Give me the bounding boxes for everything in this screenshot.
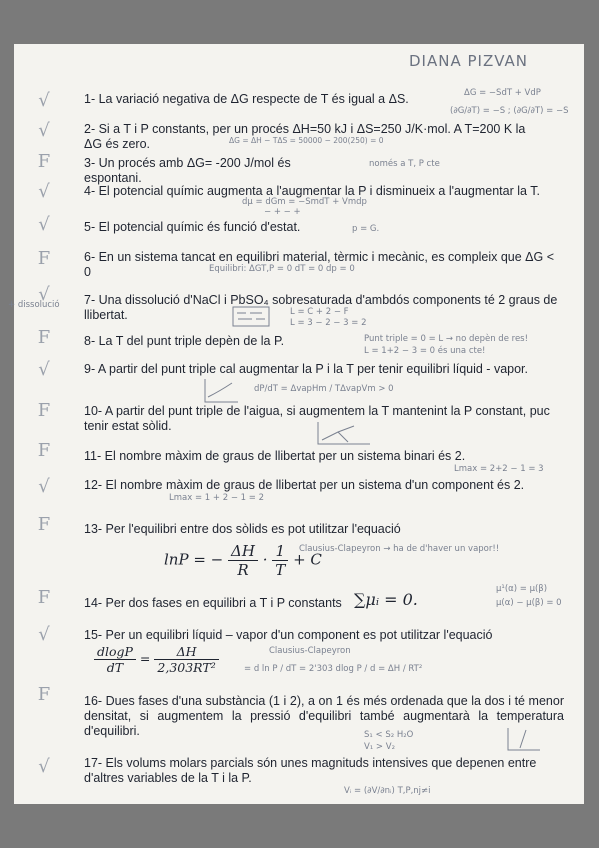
solid-sketch xyxy=(232,306,272,328)
annotation-3: només a T, P cte xyxy=(369,159,440,169)
annotation-7c: + dissolució xyxy=(8,300,60,310)
exam-sheet xyxy=(8,44,584,804)
mark-8: F xyxy=(37,327,51,348)
annotation-7: L = C + 2 − F xyxy=(290,307,349,317)
annotation-11: Lmax = 2+2 − 1 = 3 xyxy=(454,464,544,474)
question-9: 9- A partir del punt triple cal augmentar la P i la T per tenir equilibri líquid - vapor. xyxy=(84,362,528,376)
annotation-17: Vᵢ = (∂V/∂nᵢ) T,P,nj≠i xyxy=(344,786,431,796)
question-13: 13- Per l'equilibri entre dos sòlids es pot utilitzar l'equació xyxy=(84,522,401,536)
mark-3: F xyxy=(37,151,51,172)
equation-15: $\frac{dlogP}{dT}$ = $\frac{\Delta H}{\text{2,303RT²}}$ xyxy=(94,644,219,675)
question-4: 4- El potencial químic augmenta a l'augmentar la P i disminueix a l'augmentar la T. xyxy=(84,184,540,198)
question-6: 6- En un sistema tancat en equilibri material, tèrmic i mecànic, es compleix que ΔG < 0 xyxy=(84,250,555,279)
equation-14: ∑μᵢ = 0. xyxy=(354,590,418,609)
mark-12: √ xyxy=(38,476,50,497)
mark-4: √ xyxy=(38,181,50,202)
mark-10: F xyxy=(37,400,51,421)
annotation-4b: − + − + xyxy=(264,207,301,217)
question-10: 10- A partir del punt triple de l'aigua, si augmentem la T mantenint la P constant, puc tenir estat sòlid. xyxy=(84,404,550,433)
question-8: 8- La T del punt triple depèn de la P. xyxy=(84,334,285,348)
annotation-2: (∂G/∂T) = −S ; (∂G/∂T) = −S xyxy=(450,106,569,116)
question-2: 2- Si a T i P constants, per un procés ΔH=50 kJ i ΔS=250 J/K·mol. A T=200 K la ΔG és zero. xyxy=(84,122,526,151)
phase-sketch-16 xyxy=(504,726,544,754)
question-5: 5- El potencial químic és funció d'estat. xyxy=(84,220,301,234)
annotation-4: dμ = dGm = −SmdT + Vmdp xyxy=(242,197,367,207)
fraction-1-t: $\frac{1}{T}$ xyxy=(272,542,288,579)
question-17: 17- Els volums molars parcials són unes magnituds intensives que depenen entre d'altres variables de la T i la P. xyxy=(84,756,537,785)
mark-7: √ xyxy=(38,284,50,305)
annotation-9: dP/dT = ΔvapHm / TΔvapVm > 0 xyxy=(254,384,394,394)
mark-17: √ xyxy=(38,756,50,777)
annotation-8: Punt triple = 0 = L → no depèn de res! xyxy=(364,334,529,344)
mark-1: √ xyxy=(38,90,50,111)
question-16: 16- Dues fases d'una substància (1 i 2), a on 1 és més ordenada que la dos i té menor densitat, si augmentem la pressió d'equilibri també augmentarà la temperatura d'equilibri. xyxy=(84,694,564,738)
phase-sketch-9 xyxy=(202,377,242,405)
fraction-dh-r: $\frac{\Delta H}{R}$ xyxy=(228,542,258,579)
annotation-15: Clausius-Clapeyron xyxy=(269,646,351,656)
annotation-13: Clausius-Clapeyron → ha de d'haver un vapor!! xyxy=(299,544,500,554)
fraction-dh-rt2: $\frac{\Delta H}{\text{2,303RT²}}$ xyxy=(154,644,218,675)
annotation-14: μ¹(α) = μ(β) xyxy=(496,584,548,594)
question-14: 14- Per dos fases en equilibri a T i P constants xyxy=(84,596,342,610)
annotation-14b: μ(α) − μ(β) = 0 xyxy=(496,598,562,608)
question-11: 11- El nombre màxim de graus de llibertat per un sistema binari és 2. xyxy=(84,449,466,463)
fraction-dlogp-dt: $\frac{dlogP}{dT}$ xyxy=(94,644,136,675)
mark-11: F xyxy=(37,440,51,461)
question-12: 12- El nombre màxim de graus de llibertat per un sistema d'un component és 2. xyxy=(84,478,525,492)
annotation-8b: L = 1+2 − 3 = 0 és una cte! xyxy=(364,346,486,356)
annotation-2b: ΔG = ΔH − TΔS = 50000 − 200(250) = 0 xyxy=(229,136,384,145)
annotation-5: p = G. xyxy=(352,224,380,234)
mark-6: F xyxy=(37,248,51,269)
annotation-12: Lmax = 1 + 2 − 1 = 2 xyxy=(169,493,264,503)
annotation-16b: V₁ > V₂ xyxy=(364,742,395,752)
annotation-1: ΔG = −SdT + VdP xyxy=(464,88,541,98)
question-7: 7- Una dissolució d'NaCl i PbSO₄ sobresaturada d'ambdós components té 2 graus de llibertat. xyxy=(84,293,558,322)
mark-14: F xyxy=(37,587,51,608)
annotation-6: Equilibri: ΔGT,P = 0 dT = 0 dp = 0 xyxy=(209,264,355,274)
mark-2: √ xyxy=(38,120,50,141)
mark-9: √ xyxy=(38,359,50,380)
mark-15: √ xyxy=(38,624,50,645)
annotation-15b: = d ln P / dT = 2'303 dlog P / d = ΔH / RT² xyxy=(244,664,423,674)
question-3: 3- Un procés amb ΔG= -200 J/mol és espontani. xyxy=(84,156,291,185)
mark-16: F xyxy=(37,684,51,705)
question-15: 15- Per un equilibri líquid – vapor d'un component es pot utilitzar l'equació xyxy=(84,628,493,642)
mark-5: √ xyxy=(38,214,50,235)
equation-13: lnP = − $\frac{\Delta H}{R}$ · $\frac{1}{T}$ + C xyxy=(164,542,322,579)
annotation-16: S₁ < S₂ H₂O xyxy=(364,730,414,740)
question-1: 1- La variació negativa de ΔG respecte de T és igual a ΔS. xyxy=(84,92,409,106)
phase-sketch-10 xyxy=(314,420,374,450)
annotation-7b: L = 3 − 2 − 3 = 2 xyxy=(290,318,367,328)
author-name: DIANA PIZVAN xyxy=(409,52,529,70)
mark-13: F xyxy=(37,514,51,535)
